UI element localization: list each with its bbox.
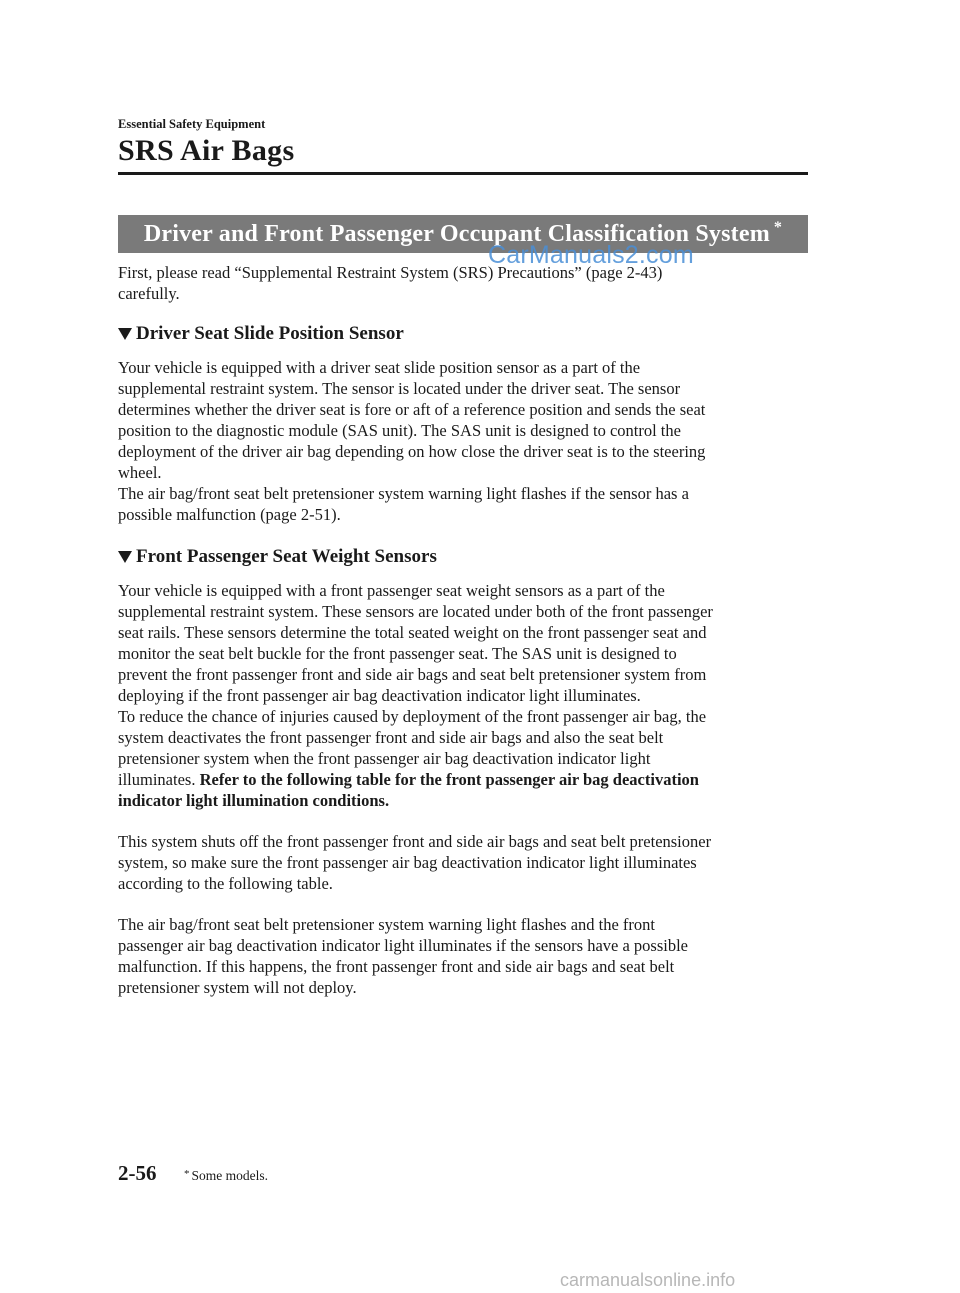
text-line: system deactivates the front passenger front and side air bags and also the seat belt	[118, 728, 664, 747]
triangle-down-icon	[118, 328, 132, 340]
chapter-title: SRS Air Bags	[118, 134, 295, 167]
text-line: wheel.	[118, 463, 162, 482]
text-line: deploying if the front passenger air bag deactivation indicator light illuminates.	[118, 686, 641, 705]
section-heading-weight-sensors	[118, 546, 437, 568]
text-line: passenger air bag deactivation indicator light illuminates if the sensors have a possible	[118, 936, 689, 955]
site-watermark: carmanualsonline.info	[560, 1270, 736, 1290]
section-heading-driver-seat	[118, 323, 404, 345]
text-line: carefully.	[118, 284, 180, 303]
text-line: determines whether the driver seat is fore or aft of a reference position and sends the seat	[118, 400, 706, 419]
asterisk-icon: *	[184, 1168, 190, 1180]
footnote	[184, 1168, 268, 1184]
banner-title: Driver and Front Passenger Occupant Classification System	[143, 220, 770, 247]
text-line: indicator light illumination conditions.	[118, 791, 390, 810]
text-line: malfunction. If this happens, the front passenger front and side air bags and seat belt	[118, 957, 675, 976]
text-line: deployment of the driver air bag depending on how close the driver seat is to the steering	[118, 442, 706, 461]
section-kicker: Essential Safety Equipment	[118, 117, 266, 131]
text-line: Your vehicle is equipped with a driver seat slide position sensor as a part of the	[118, 358, 641, 377]
text-line: supplemental restraint system. These sensors are located under both of the front passenger	[118, 602, 713, 621]
asterisk-icon: *	[773, 219, 783, 236]
intro-paragraph	[118, 262, 808, 304]
text-line: supplemental restraint system. The sensor is located under the driver seat. The sensor	[118, 379, 681, 398]
text-line: To reduce the chance of injuries caused by deployment of the front passenger air bag, the	[118, 707, 707, 726]
text-run: illuminates.	[118, 770, 200, 789]
page-number: 2-56	[118, 1161, 157, 1185]
text-line: The air bag/front seat belt pretensioner system warning light flashes and the front	[118, 915, 656, 934]
bold-text-run: Refer to the following table for the front passenger air bag deactivation	[199, 770, 699, 789]
section-banner	[118, 215, 808, 253]
text-line: pretensioner system when the front passenger air bag deactivation indicator light	[118, 749, 651, 768]
text-line: monitor the seat belt buckle for the front passenger seat. The SAS unit is designed to	[118, 644, 677, 663]
triangle-down-icon	[118, 551, 132, 563]
watermark: CarManuals2.com	[488, 241, 694, 269]
text-line: according to the following table.	[118, 874, 333, 893]
text-line: The air bag/front seat belt pretensioner system warning light flashes if the sensor has a	[118, 484, 689, 503]
text-line: First, please read “Supplemental Restraint System (SRS) Precautions” (page 2-43)	[118, 263, 663, 282]
text-line: prevent the front passenger front and side air bags and seat belt pretensioner system from	[118, 665, 707, 684]
footnote-text: Some models.	[191, 1168, 268, 1183]
shutoff-paragraph	[118, 831, 808, 894]
text-line: system, so make sure the front passenger air bag deactivation indicator light illuminates	[118, 853, 697, 872]
header-rule	[118, 172, 808, 175]
malfunction-paragraph	[118, 914, 808, 998]
text-line: This system shuts off the front passenger front and side air bags and seat belt pretensioner	[118, 832, 712, 851]
text-line: pretensioner system will not deploy.	[118, 978, 357, 997]
text-line: seat rails. These sensors determine the total seated weight on the front passenger seat and	[118, 623, 707, 642]
heading-text: Driver Seat Slide Position Sensor	[136, 323, 404, 344]
text-line: position to the diagnostic module (SAS unit). The SAS unit is designed to control the	[118, 421, 681, 440]
driver-seat-paragraph	[118, 357, 808, 525]
text-line	[118, 769, 808, 790]
heading-text: Front Passenger Seat Weight Sensors	[136, 546, 437, 567]
text-line: Your vehicle is equipped with a front passenger seat weight sensors as a part of the	[118, 581, 665, 600]
weight-sensors-paragraph	[118, 580, 808, 811]
text-line: possible malfunction (page 2-51).	[118, 505, 341, 524]
